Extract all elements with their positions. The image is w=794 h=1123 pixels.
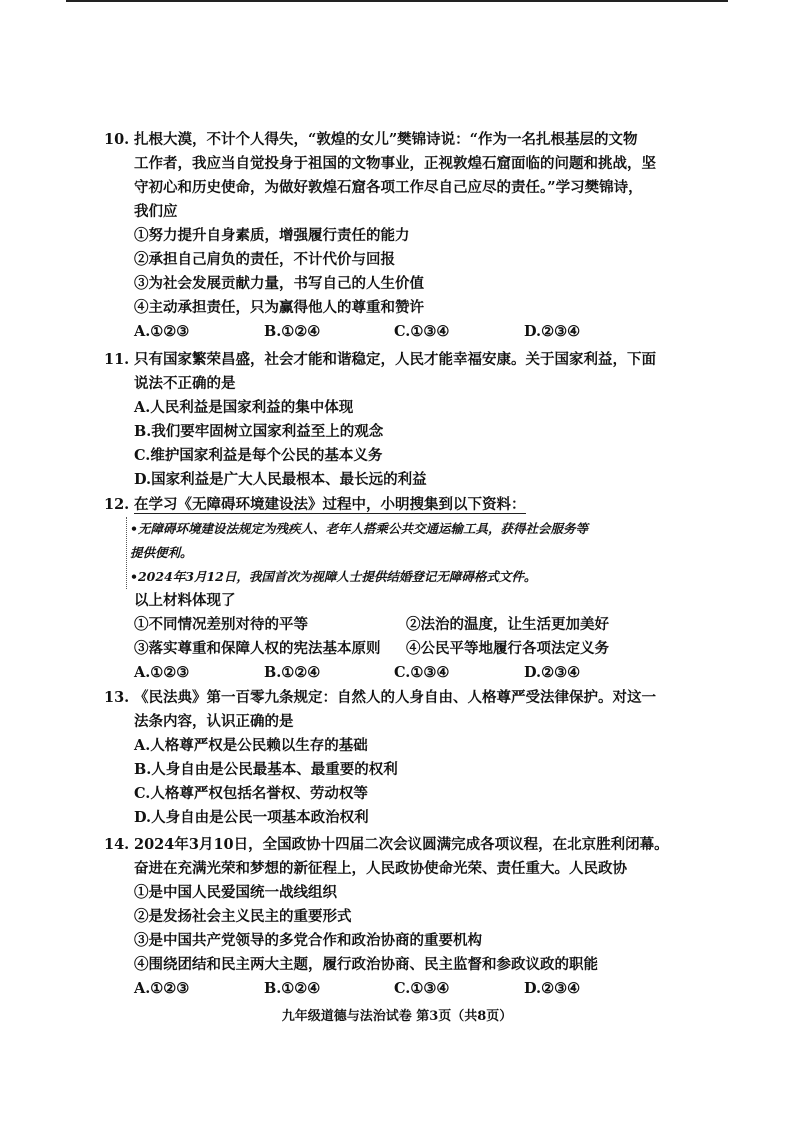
answer-options — [134, 320, 694, 344]
question-stem-line: 法条内容，认识正确的是 — [134, 713, 294, 730]
option-b: B.①②④ — [264, 980, 321, 997]
choice-item: A.人格尊严权是公民赖以生存的基础 — [134, 737, 368, 754]
option-d: D.②③④ — [524, 980, 581, 997]
option-c: C.①③④ — [394, 664, 450, 681]
choice-item: C.人格尊严权包括名誉权、劳动权等 — [134, 785, 368, 802]
statement-row — [134, 637, 694, 661]
statement-item: ③是中国共产党领导的多党合作和政治协商的重要机构 — [134, 932, 482, 949]
statement-item: ④公民平等地履行各项法定义务 — [406, 640, 609, 657]
statement-item: ②法治的温度，让生活更加美好 — [406, 616, 609, 633]
material-line: 提供便利。 — [130, 545, 193, 560]
choice-item: A.人民利益是国家利益的集中体现 — [134, 399, 354, 416]
option-d: D.②③④ — [524, 323, 581, 340]
statement-item: ①努力提升自身素质，增强履行责任的能力 — [134, 227, 410, 244]
choice-item: C.维护国家利益是每个公民的基本义务 — [134, 447, 383, 464]
choice-item: B.我们要牢固树立国家利益至上的观念 — [134, 423, 384, 440]
statement-item: ①不同情况差别对待的平等 — [134, 616, 308, 633]
statement-item: ②是发扬社会主义民主的重要形式 — [134, 908, 352, 925]
option-d: D.②③④ — [524, 664, 581, 681]
page-footer: 九年级道德与法治试卷 第3页（共8页） — [281, 1009, 513, 1024]
question-stem-line: 2024年3月10日，全国政协十四届二次会议圆满完成各项议程，在北京胜利闭幕。 — [134, 836, 669, 853]
question-stem-line: 我们应 — [134, 203, 178, 220]
answer-options — [134, 661, 694, 685]
material-line: •无障碍环境建设法规定为残疾人、老年人搭乘公共交通运输工具，获得社会服务等 — [130, 521, 588, 536]
question-10 — [104, 128, 694, 344]
option-a: A.①②③ — [134, 664, 190, 681]
question-14 — [104, 833, 694, 1001]
option-b: B.①②④ — [264, 323, 321, 340]
question-lead: 以上材料体现了 — [134, 592, 236, 609]
option-a: A.①②③ — [134, 980, 190, 997]
question-number: 11. — [104, 351, 130, 368]
top-rule — [66, 0, 728, 2]
statement-item: ②承担自己肩负的责任，不计代价与回报 — [134, 251, 395, 268]
material-box — [126, 517, 712, 589]
question-stem-line: 扎根大漠，不计个人得失，“敦煌的女儿”樊锦诗说：“作为一名扎根基层的文物 — [134, 131, 638, 148]
question-number: 12. — [104, 496, 130, 513]
statement-item: ③为社会发展贡献力量，书写自己的人生价值 — [134, 275, 424, 292]
statement-item: ④主动承担责任，只为赢得他人的尊重和赞许 — [134, 299, 424, 316]
question-stem-line: 工作者，我应当自觉投身于祖国的文物事业，正视敦煌石窟面临的问题和挑战，坚 — [134, 155, 656, 172]
option-a: A.①②③ — [134, 323, 190, 340]
answer-options — [134, 977, 694, 1001]
statement-item: ④围绕团结和民主两大主题，履行政治协商、民主监督和参政议政的职能 — [134, 956, 598, 973]
option-b: B.①②④ — [264, 664, 321, 681]
choice-item: D.国家利益是广大人民最根本、最长远的利益 — [134, 471, 427, 488]
question-stem-line: 守初心和历史使命，为做好敦煌石窟各项工作尽自己应尽的责任。”学习樊锦诗， — [134, 179, 643, 196]
material-line: •2024年3月12日，我国首次为视障人士提供结婚登记无障碍格式文件。 — [130, 569, 537, 584]
question-number: 13. — [104, 689, 130, 706]
question-stem-line: 只有国家繁荣昌盛，社会才能和谐稳定，人民才能幸福安康。关于国家利益，下面 — [134, 351, 656, 368]
question-13 — [104, 686, 694, 830]
question-stem-line: 《民法典》第一百零九条规定：自然人的人身自由、人格尊严受法律保护。对这一 — [134, 689, 656, 706]
choice-item: D.人身自由是公民一项基本政治权利 — [134, 809, 369, 826]
statement-row — [134, 613, 694, 637]
question-stem-line: 说法不正确的是 — [134, 375, 236, 392]
question-12 — [104, 493, 694, 685]
statement-item: ①是中国人民爱国统一战线组织 — [134, 884, 337, 901]
question-11 — [104, 348, 694, 492]
option-c: C.①③④ — [394, 323, 450, 340]
choice-item: B.人身自由是公民最基本、最重要的权利 — [134, 761, 398, 778]
option-c: C.①③④ — [394, 980, 450, 997]
question-stem-line: 在学习《无障碍环境建设法》过程中，小明搜集到以下资料： — [134, 496, 526, 513]
question-number: 10. — [104, 131, 130, 148]
question-stem-line: 奋进在充满光荣和梦想的新征程上，人民政协使命光荣、责任重大。人民政协 — [134, 860, 627, 877]
statement-item: ③落实尊重和保障人权的宪法基本原则 — [134, 640, 381, 657]
question-number: 14. — [104, 836, 130, 853]
